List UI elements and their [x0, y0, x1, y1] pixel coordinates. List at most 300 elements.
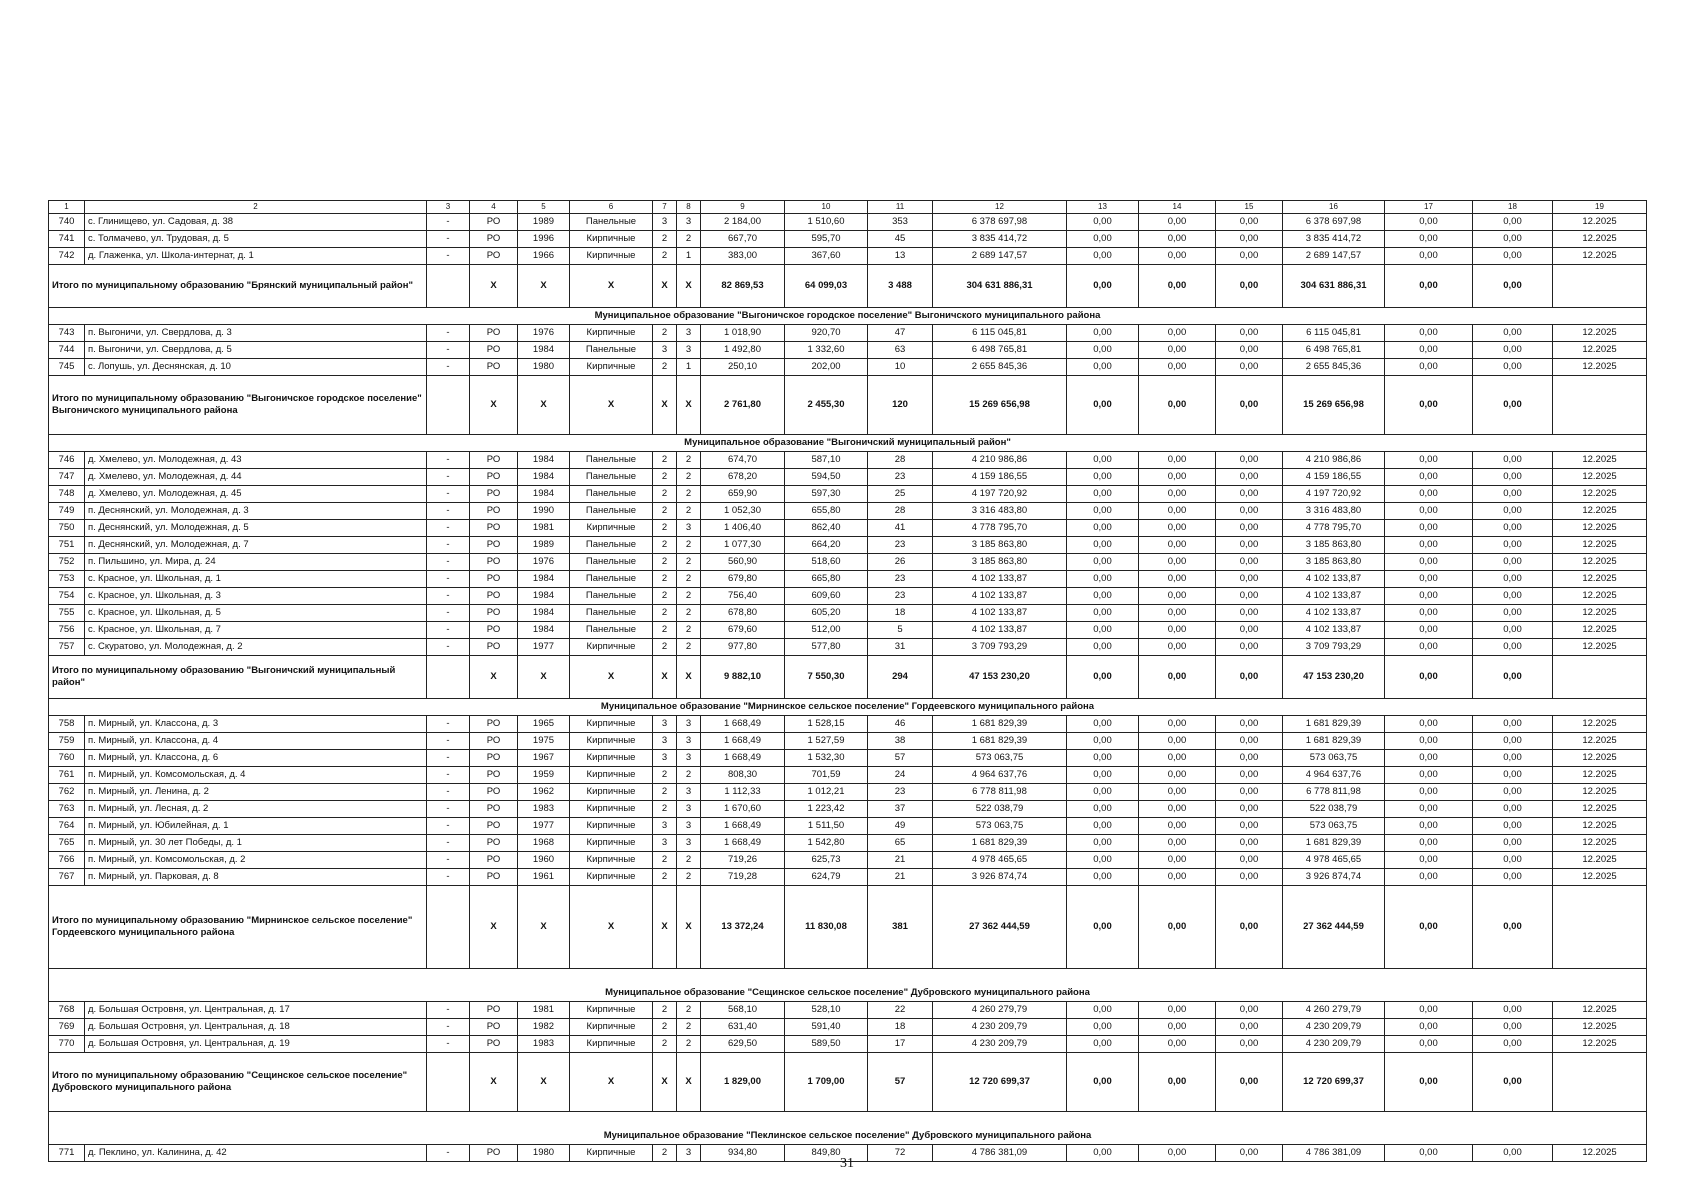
year-built-cell: 1984	[518, 571, 570, 588]
cost-col-18-cell: 0,00	[1473, 869, 1553, 886]
col-3-cell: -	[427, 801, 470, 818]
total-col-3	[427, 656, 470, 699]
cost-col-14-cell: 0,00	[1139, 733, 1216, 750]
floors-cell: 3	[653, 835, 677, 852]
total-row	[49, 1053, 1647, 1112]
cost-col-17-cell: 0,00	[1385, 818, 1473, 835]
cost-col-16-cell: 4 260 279,79	[1283, 1002, 1385, 1019]
wall-material-cell: Панельные	[570, 214, 653, 231]
living-area-cell: 587,10	[785, 452, 868, 469]
cost-col-17-cell: 0,00	[1385, 231, 1473, 248]
entrances-cell: 3	[677, 1145, 701, 1162]
living-area-cell: 595,70	[785, 231, 868, 248]
address-cell: п. Деснянский, ул. Молодежная, д. 7	[85, 537, 427, 554]
deadline-cell: 12.2025	[1553, 716, 1647, 733]
col-3-cell: -	[427, 750, 470, 767]
cost-col-13-cell: 0,00	[1067, 733, 1139, 750]
cost-col-17-cell: 0,00	[1385, 486, 1473, 503]
row-number-cell: 752	[49, 554, 85, 571]
total-cost-col-13: 0,00	[1067, 886, 1139, 969]
table-row	[49, 359, 1647, 376]
entrances-cell: 3	[677, 214, 701, 231]
cost-col-14-cell: 0,00	[1139, 520, 1216, 537]
year-built-cell: 1980	[518, 1145, 570, 1162]
wall-material-cell: Кирпичные	[570, 1036, 653, 1053]
floors-cell: 3	[653, 716, 677, 733]
total-deadline	[1553, 886, 1647, 969]
total-label: Итого по муниципальному образованию "Выгоничский муниципальный район"	[49, 656, 427, 699]
cost-col-15-cell: 0,00	[1216, 342, 1283, 359]
cost-col-15-cell: 0,00	[1216, 1019, 1283, 1036]
table-row	[49, 767, 1647, 784]
total-cost-col-13: 0,00	[1067, 376, 1139, 435]
floors-cell: 2	[653, 486, 677, 503]
year-built-cell: 1962	[518, 784, 570, 801]
address-cell: д. Хмелево, ул. Молодежная, д. 45	[85, 486, 427, 503]
residents-cell: 23	[868, 571, 933, 588]
ownership-cell: РО	[470, 486, 518, 503]
total-cost-cell: 522 038,79	[933, 801, 1067, 818]
col-3-cell: -	[427, 214, 470, 231]
total-cost-col-14: 0,00	[1139, 656, 1216, 699]
total-wall-material: X	[570, 886, 653, 969]
deadline-cell: 12.2025	[1553, 469, 1647, 486]
cost-col-15-cell: 0,00	[1216, 452, 1283, 469]
address-cell: п. Мирный, ул. 30 лет Победы, д. 1	[85, 835, 427, 852]
wall-material-cell: Кирпичные	[570, 1002, 653, 1019]
year-built-cell: 1982	[518, 1019, 570, 1036]
cost-col-16-cell: 3 316 483,80	[1283, 503, 1385, 520]
year-built-cell: 1989	[518, 214, 570, 231]
ownership-cell: РО	[470, 325, 518, 342]
total-total-area: 82 869,53	[701, 265, 785, 308]
column-number: 3	[427, 201, 470, 214]
floors-cell: 2	[653, 520, 677, 537]
cost-col-15-cell: 0,00	[1216, 767, 1283, 784]
total-row	[49, 265, 1647, 308]
col-3-cell: -	[427, 1019, 470, 1036]
row-number-cell: 749	[49, 503, 85, 520]
cost-col-15-cell: 0,00	[1216, 588, 1283, 605]
cost-col-17-cell: 0,00	[1385, 852, 1473, 869]
column-number: 15	[1216, 201, 1283, 214]
col-3-cell: -	[427, 359, 470, 376]
total-cost-col-18: 0,00	[1473, 376, 1553, 435]
column-number: 19	[1553, 201, 1647, 214]
cost-col-15-cell: 0,00	[1216, 520, 1283, 537]
deadline-cell: 12.2025	[1553, 1036, 1647, 1053]
cost-col-18-cell: 0,00	[1473, 571, 1553, 588]
living-area-cell: 625,73	[785, 852, 868, 869]
residents-cell: 18	[868, 605, 933, 622]
total-area-cell: 1 018,90	[701, 325, 785, 342]
total-cost-col-15: 0,00	[1216, 376, 1283, 435]
living-area-cell: 849,80	[785, 1145, 868, 1162]
residents-cell: 28	[868, 452, 933, 469]
address-cell: с. Скуратово, ул. Молодежная, д. 2	[85, 639, 427, 656]
row-number-cell: 765	[49, 835, 85, 852]
total-cost-col-15: 0,00	[1216, 265, 1283, 308]
wall-material-cell: Кирпичные	[570, 835, 653, 852]
col-3-cell: -	[427, 503, 470, 520]
row-number-cell: 741	[49, 231, 85, 248]
floors-cell: 3	[653, 733, 677, 750]
total-cost-col-16: 12 720 699,37	[1283, 1053, 1385, 1112]
ownership-cell: РО	[470, 869, 518, 886]
total-cost-cell: 6 778 811,98	[933, 784, 1067, 801]
row-number-cell: 750	[49, 520, 85, 537]
row-number-cell: 743	[49, 325, 85, 342]
deadline-cell: 12.2025	[1553, 767, 1647, 784]
total-floors: X	[653, 886, 677, 969]
total-living-area: 2 455,30	[785, 376, 868, 435]
total-cost-cell: 4 778 795,70	[933, 520, 1067, 537]
entrances-cell: 2	[677, 869, 701, 886]
total-living-area: 7 550,30	[785, 656, 868, 699]
total-area-cell: 568,10	[701, 1002, 785, 1019]
cost-col-17-cell: 0,00	[1385, 452, 1473, 469]
residents-cell: 23	[868, 469, 933, 486]
row-number-cell: 762	[49, 784, 85, 801]
cost-col-17-cell: 0,00	[1385, 469, 1473, 486]
residents-cell: 23	[868, 784, 933, 801]
total-area-cell: 1 492,80	[701, 342, 785, 359]
ownership-cell: РО	[470, 537, 518, 554]
col-3-cell: -	[427, 248, 470, 265]
floors-cell: 2	[653, 639, 677, 656]
column-number: 17	[1385, 201, 1473, 214]
cost-col-15-cell: 0,00	[1216, 622, 1283, 639]
col-3-cell: -	[427, 835, 470, 852]
total-cost-col-15: 0,00	[1216, 656, 1283, 699]
cost-col-17-cell: 0,00	[1385, 750, 1473, 767]
cost-col-14-cell: 0,00	[1139, 503, 1216, 520]
residents-cell: 5	[868, 622, 933, 639]
address-cell: п. Мирный, ул. Ленина, д. 2	[85, 784, 427, 801]
cost-col-16-cell: 4 102 133,87	[1283, 588, 1385, 605]
row-number-cell: 754	[49, 588, 85, 605]
table-row	[49, 537, 1647, 554]
total-cost-cell: 6 378 697,98	[933, 214, 1067, 231]
year-built-cell: 1975	[518, 733, 570, 750]
col-3-cell: -	[427, 869, 470, 886]
total-cost-cell: 4 260 279,79	[933, 1002, 1067, 1019]
entrances-cell: 3	[677, 784, 701, 801]
total-cost-cell: 4 102 133,87	[933, 605, 1067, 622]
total-col-3	[427, 376, 470, 435]
cost-col-15-cell: 0,00	[1216, 325, 1283, 342]
col-3-cell: -	[427, 588, 470, 605]
deadline-cell: 12.2025	[1553, 1145, 1647, 1162]
ownership-cell: РО	[470, 554, 518, 571]
table-row	[49, 231, 1647, 248]
entrances-cell: 2	[677, 486, 701, 503]
total-cost-cell: 3 926 874,74	[933, 869, 1067, 886]
address-cell: с. Красное, ул. Школьная, д. 5	[85, 605, 427, 622]
ownership-cell: РО	[470, 469, 518, 486]
total-col-3	[427, 1053, 470, 1112]
entrances-cell: 3	[677, 818, 701, 835]
cost-col-17-cell: 0,00	[1385, 835, 1473, 852]
row-number-cell: 756	[49, 622, 85, 639]
total-cost-cell: 1 681 829,39	[933, 716, 1067, 733]
total-cost-col-13: 0,00	[1067, 1053, 1139, 1112]
deadline-cell: 12.2025	[1553, 214, 1647, 231]
wall-material-cell: Панельные	[570, 342, 653, 359]
cost-col-16-cell: 4 964 637,76	[1283, 767, 1385, 784]
ownership-cell: РО	[470, 342, 518, 359]
year-built-cell: 1984	[518, 342, 570, 359]
ownership-cell: РО	[470, 231, 518, 248]
cost-col-16-cell: 3 709 793,29	[1283, 639, 1385, 656]
wall-material-cell: Кирпичные	[570, 767, 653, 784]
total-area-cell: 383,00	[701, 248, 785, 265]
total-cost-col-15: 0,00	[1216, 886, 1283, 969]
living-area-cell: 605,20	[785, 605, 868, 622]
cost-col-18-cell: 0,00	[1473, 1036, 1553, 1053]
cost-col-15-cell: 0,00	[1216, 554, 1283, 571]
year-built-cell: 1996	[518, 231, 570, 248]
cost-col-18-cell: 0,00	[1473, 1002, 1553, 1019]
total-cost-col-14: 0,00	[1139, 1053, 1216, 1112]
cost-col-13-cell: 0,00	[1067, 452, 1139, 469]
col-3-cell: -	[427, 571, 470, 588]
deadline-cell: 12.2025	[1553, 571, 1647, 588]
floors-cell: 2	[653, 503, 677, 520]
cost-col-14-cell: 0,00	[1139, 767, 1216, 784]
year-built-cell: 1983	[518, 1036, 570, 1053]
deadline-cell: 12.2025	[1553, 784, 1647, 801]
col-3-cell: -	[427, 486, 470, 503]
total-area-cell: 977,80	[701, 639, 785, 656]
year-built-cell: 1977	[518, 818, 570, 835]
total-entrances: X	[677, 886, 701, 969]
cost-col-14-cell: 0,00	[1139, 325, 1216, 342]
wall-material-cell: Панельные	[570, 503, 653, 520]
row-number-cell: 753	[49, 571, 85, 588]
cost-col-13-cell: 0,00	[1067, 818, 1139, 835]
deadline-cell: 12.2025	[1553, 554, 1647, 571]
total-residents: 294	[868, 656, 933, 699]
cost-col-16-cell: 4 102 133,87	[1283, 571, 1385, 588]
cost-col-16-cell: 6 498 765,81	[1283, 342, 1385, 359]
cost-col-16-cell: 4 197 720,92	[1283, 486, 1385, 503]
column-number: 13	[1067, 201, 1139, 214]
wall-material-cell: Панельные	[570, 588, 653, 605]
table-row	[49, 452, 1647, 469]
cost-col-15-cell: 0,00	[1216, 784, 1283, 801]
total-area-cell: 719,26	[701, 852, 785, 869]
cost-col-13-cell: 0,00	[1067, 1145, 1139, 1162]
year-built-cell: 1976	[518, 325, 570, 342]
wall-material-cell: Кирпичные	[570, 231, 653, 248]
cost-col-16-cell: 4 230 209,79	[1283, 1036, 1385, 1053]
deadline-cell: 12.2025	[1553, 622, 1647, 639]
year-built-cell: 1990	[518, 503, 570, 520]
ownership-cell: РО	[470, 750, 518, 767]
deadline-cell: 12.2025	[1553, 359, 1647, 376]
entrances-cell: 2	[677, 639, 701, 656]
table-row	[49, 605, 1647, 622]
col-3-cell: -	[427, 520, 470, 537]
wall-material-cell: Кирпичные	[570, 1145, 653, 1162]
residents-cell: 22	[868, 1002, 933, 1019]
cost-col-13-cell: 0,00	[1067, 784, 1139, 801]
cost-col-16-cell: 1 681 829,39	[1283, 835, 1385, 852]
row-number-cell: 747	[49, 469, 85, 486]
entrances-cell: 2	[677, 588, 701, 605]
total-cost-cell: 4 230 209,79	[933, 1036, 1067, 1053]
total-cost-col-18: 0,00	[1473, 1053, 1553, 1112]
total-residents: 381	[868, 886, 933, 969]
ownership-cell: РО	[470, 1019, 518, 1036]
cost-col-17-cell: 0,00	[1385, 325, 1473, 342]
wall-material-cell: Панельные	[570, 486, 653, 503]
floors-cell: 3	[653, 342, 677, 359]
living-area-cell: 624,79	[785, 869, 868, 886]
year-built-cell: 1961	[518, 869, 570, 886]
cost-col-13-cell: 0,00	[1067, 537, 1139, 554]
cost-col-14-cell: 0,00	[1139, 1145, 1216, 1162]
year-built-cell: 1983	[518, 801, 570, 818]
entrances-cell: 3	[677, 520, 701, 537]
total-ownership: X	[470, 376, 518, 435]
cost-col-14-cell: 0,00	[1139, 622, 1216, 639]
residents-cell: 37	[868, 801, 933, 818]
total-col-3	[427, 265, 470, 308]
cost-col-18-cell: 0,00	[1473, 1145, 1553, 1162]
ownership-cell: РО	[470, 248, 518, 265]
deadline-cell: 12.2025	[1553, 452, 1647, 469]
row-number-cell: 751	[49, 537, 85, 554]
table-row	[49, 503, 1647, 520]
row-number-cell: 760	[49, 750, 85, 767]
entrances-cell: 3	[677, 342, 701, 359]
cost-col-13-cell: 0,00	[1067, 622, 1139, 639]
cost-col-17-cell: 0,00	[1385, 214, 1473, 231]
section-header-row	[49, 969, 1647, 1002]
total-cost-cell: 6 498 765,81	[933, 342, 1067, 359]
floors-cell: 2	[653, 248, 677, 265]
cost-col-17-cell: 0,00	[1385, 248, 1473, 265]
cost-col-14-cell: 0,00	[1139, 852, 1216, 869]
wall-material-cell: Кирпичные	[570, 639, 653, 656]
cost-col-18-cell: 0,00	[1473, 342, 1553, 359]
cost-col-13-cell: 0,00	[1067, 716, 1139, 733]
col-3-cell: -	[427, 733, 470, 750]
total-cost-col-14: 0,00	[1139, 376, 1216, 435]
total-cost-col-13: 0,00	[1067, 656, 1139, 699]
cost-col-17-cell: 0,00	[1385, 520, 1473, 537]
total-cost-col-14: 0,00	[1139, 265, 1216, 308]
cost-col-13-cell: 0,00	[1067, 571, 1139, 588]
cost-col-14-cell: 0,00	[1139, 605, 1216, 622]
residents-cell: 49	[868, 818, 933, 835]
cost-col-14-cell: 0,00	[1139, 1002, 1216, 1019]
total-area-cell: 678,80	[701, 605, 785, 622]
deadline-cell: 12.2025	[1553, 852, 1647, 869]
table-row	[49, 622, 1647, 639]
total-label: Итого по муниципальному образованию "Брянский муниципальный район"	[49, 265, 427, 308]
cost-col-15-cell: 0,00	[1216, 733, 1283, 750]
cost-col-16-cell: 4 778 795,70	[1283, 520, 1385, 537]
living-area-cell: 1 223,42	[785, 801, 868, 818]
total-cost-cell: 4 964 637,76	[933, 767, 1067, 784]
total-cost-cell: 4 197 720,92	[933, 486, 1067, 503]
total-year-built: X	[518, 1053, 570, 1112]
cost-col-13-cell: 0,00	[1067, 750, 1139, 767]
residents-cell: 10	[868, 359, 933, 376]
ownership-cell: РО	[470, 801, 518, 818]
total-area-cell: 678,20	[701, 469, 785, 486]
residents-cell: 31	[868, 639, 933, 656]
total-area-cell: 756,40	[701, 588, 785, 605]
total-cost-col-13: 0,00	[1067, 265, 1139, 308]
total-area-cell: 674,70	[701, 452, 785, 469]
entrances-cell: 1	[677, 248, 701, 265]
table-row	[49, 818, 1647, 835]
cost-col-14-cell: 0,00	[1139, 214, 1216, 231]
cost-col-15-cell: 0,00	[1216, 716, 1283, 733]
living-area-cell: 577,80	[785, 639, 868, 656]
cost-col-18-cell: 0,00	[1473, 784, 1553, 801]
deadline-cell: 12.2025	[1553, 520, 1647, 537]
wall-material-cell: Панельные	[570, 554, 653, 571]
cost-col-15-cell: 0,00	[1216, 537, 1283, 554]
column-number: 1	[49, 201, 85, 214]
column-number: 5	[518, 201, 570, 214]
residents-cell: 63	[868, 342, 933, 359]
total-area-cell: 2 184,00	[701, 214, 785, 231]
total-cost-col-17: 0,00	[1385, 656, 1473, 699]
cost-col-16-cell: 573 063,75	[1283, 818, 1385, 835]
row-number-cell: 761	[49, 767, 85, 784]
address-cell: п. Деснянский, ул. Молодежная, д. 3	[85, 503, 427, 520]
total-total-cost: 304 631 886,31	[933, 265, 1067, 308]
column-number: 12	[933, 201, 1067, 214]
cost-col-18-cell: 0,00	[1473, 588, 1553, 605]
entrances-cell: 2	[677, 767, 701, 784]
table-row	[49, 1002, 1647, 1019]
cost-col-18-cell: 0,00	[1473, 554, 1553, 571]
cost-col-13-cell: 0,00	[1067, 852, 1139, 869]
total-year-built: X	[518, 376, 570, 435]
ownership-cell: РО	[470, 452, 518, 469]
residents-cell: 41	[868, 520, 933, 537]
year-built-cell: 1967	[518, 750, 570, 767]
cost-col-15-cell: 0,00	[1216, 605, 1283, 622]
total-area-cell: 1 052,30	[701, 503, 785, 520]
table-row	[49, 639, 1647, 656]
cost-col-16-cell: 4 102 133,87	[1283, 622, 1385, 639]
column-number: 8	[677, 201, 701, 214]
col-3-cell: -	[427, 605, 470, 622]
table-row	[49, 869, 1647, 886]
cost-col-18-cell: 0,00	[1473, 818, 1553, 835]
entrances-cell: 3	[677, 325, 701, 342]
total-area-cell: 679,60	[701, 622, 785, 639]
cost-col-17-cell: 0,00	[1385, 639, 1473, 656]
ownership-cell: РО	[470, 503, 518, 520]
wall-material-cell: Кирпичные	[570, 801, 653, 818]
residents-cell: 24	[868, 767, 933, 784]
cost-col-17-cell: 0,00	[1385, 588, 1473, 605]
cost-col-15-cell: 0,00	[1216, 1036, 1283, 1053]
living-area-cell: 701,59	[785, 767, 868, 784]
deadline-cell: 12.2025	[1553, 537, 1647, 554]
address-cell: п. Мирный, ул. Классона, д. 4	[85, 733, 427, 750]
column-number: 14	[1139, 201, 1216, 214]
